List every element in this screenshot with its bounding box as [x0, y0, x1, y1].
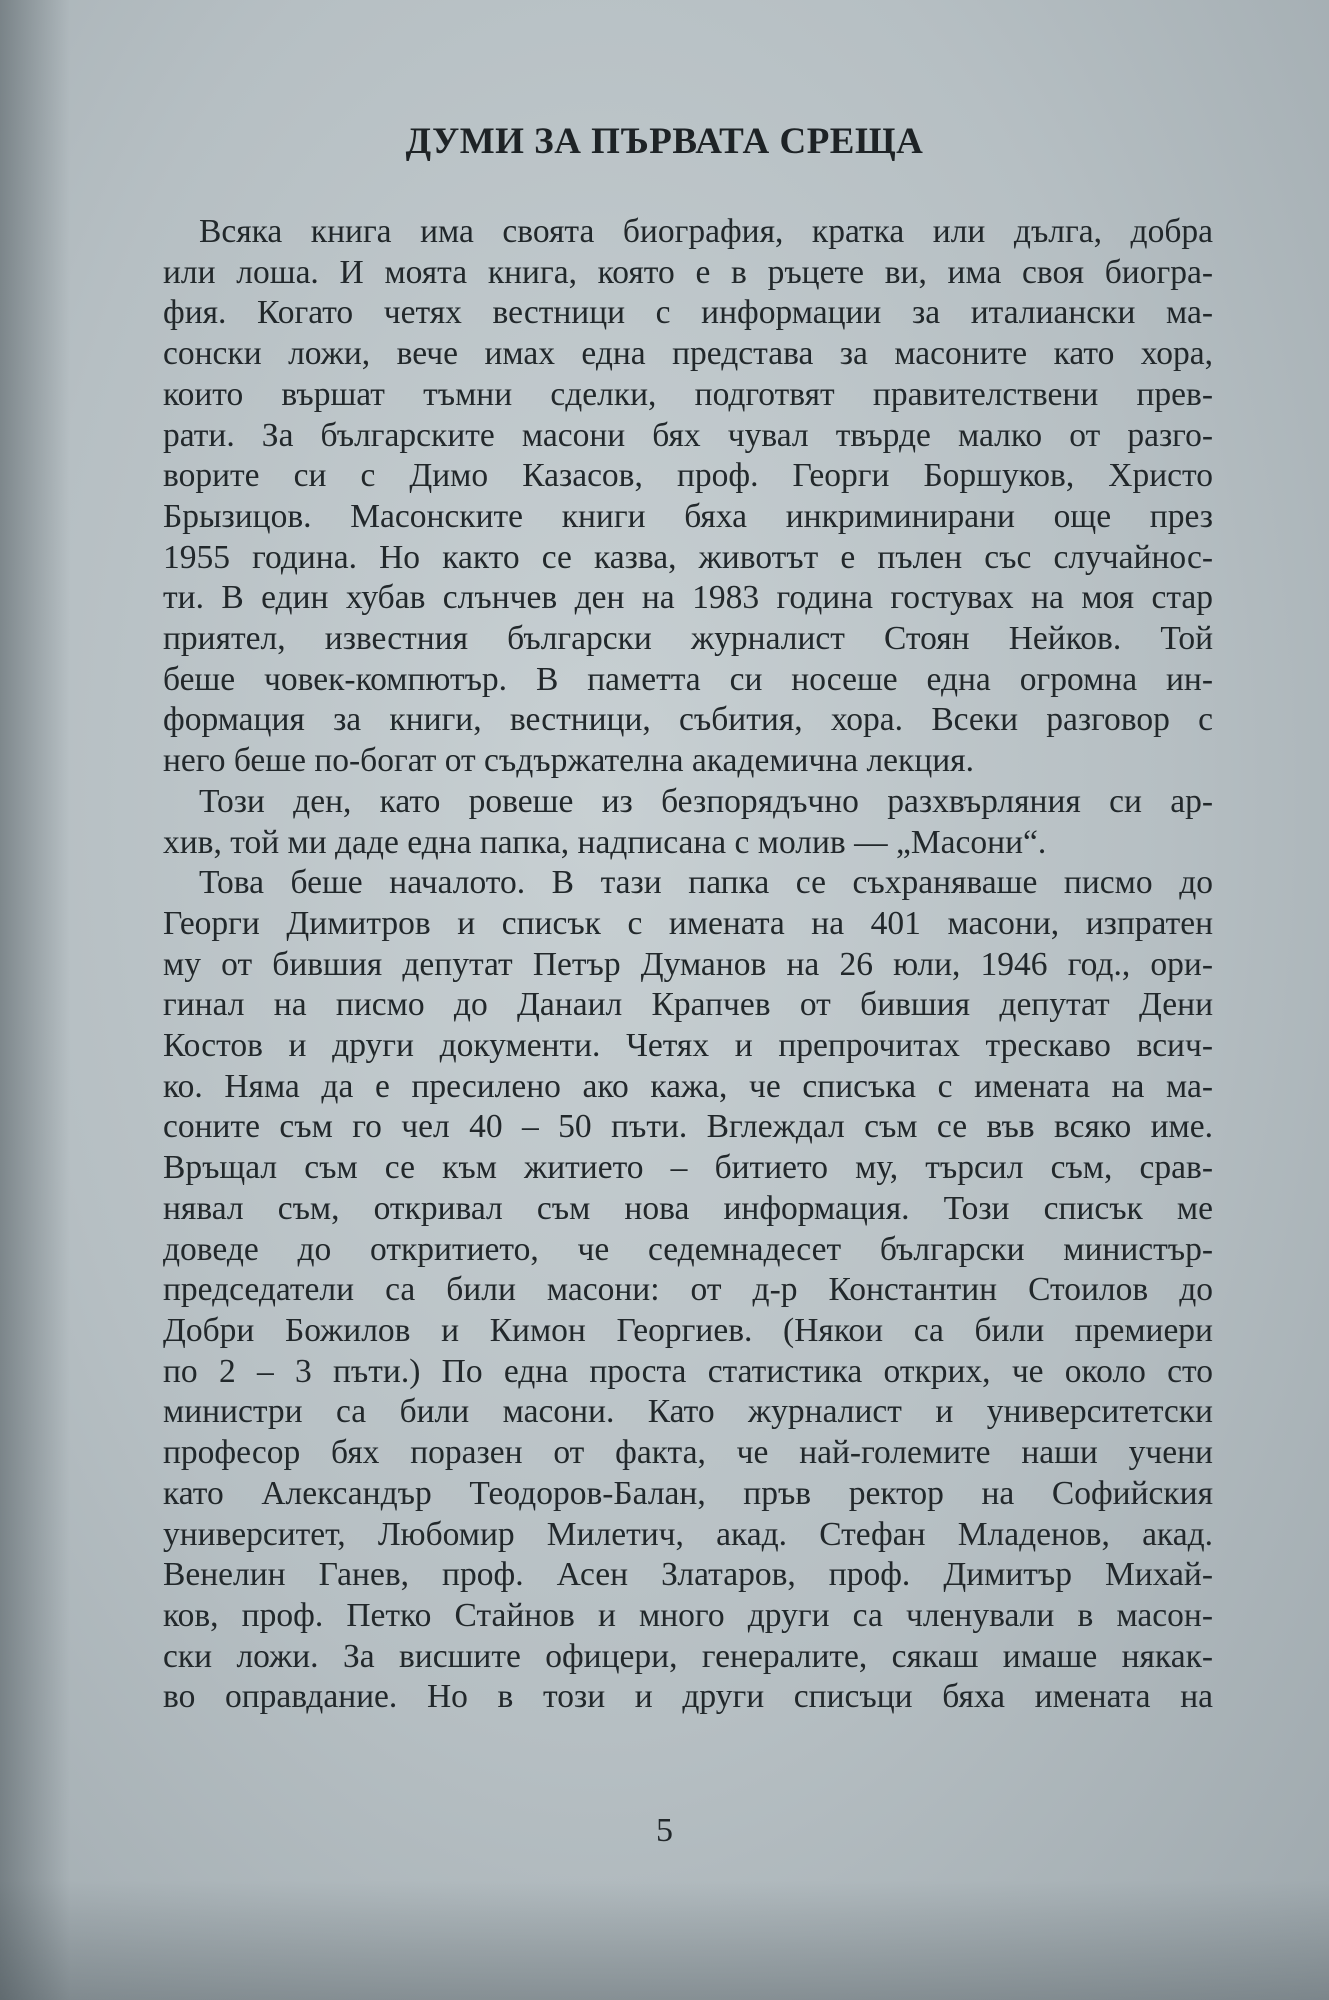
text-line: нявал съм, откривал съм нова информация. Този списък ме [163, 1189, 1213, 1227]
page-shadow [0, 0, 70, 2000]
body-text [163, 212, 1213, 1718]
text-line: него беше по-богат от съдържателна академична лекция. [163, 742, 974, 780]
text-line: Всяка книга има своята биография, кратка или дълга, добра [199, 213, 1213, 250]
paragraph [163, 863, 1213, 1718]
text-line: соните съм го чел 40 – 50 пъти. Вглеждал съм се във всяко име. [163, 1108, 1213, 1146]
text-line: Връщал съм се към житието – битието му, търсил съм, срав- [163, 1149, 1213, 1187]
text-line: Това беше началото. В тази папка се съхраняваше писмо до [199, 864, 1213, 902]
text-line: беше човек-компютър. В паметта си носеше една огромна ин- [163, 660, 1213, 698]
text-line: во оправдание. Но в този и други списъци бяха имената на [163, 1678, 1213, 1716]
text-line: Георги Димитров и списък с имената на 401 масони, изпратен [163, 904, 1213, 942]
text-line: като Александър Теодоров-Балан, пръв ректор на Софийския [163, 1474, 1213, 1512]
text-line: гинал на писмо до Данаил Крапчев от бившия депутат Дени [163, 986, 1213, 1024]
text-line: доведе до откритието, че седемнадесет български министър- [163, 1230, 1213, 1268]
text-line: ти. В един хубав слънчев ден на 1983 година гостувах на моя стар [163, 579, 1213, 617]
page-number: 5 [656, 1812, 673, 1849]
text-line: които вършат тъмни сделки, подготвят правителствени прев- [163, 375, 1213, 413]
text-line: Брызицов. Масонските книги бяха инкриминирани още през [163, 497, 1213, 535]
text-line: фия. Когато четях вестници с информации за италиански ма- [163, 294, 1213, 332]
text-line: хив, той ми даде една папка, надписана с молив — „Масони“. [163, 823, 1047, 861]
text-line: председатели са били масони: от д-р Константин Стоилов до [163, 1271, 1213, 1309]
text-line: сонски ложи, вече имах една представа за масоните като хора, [163, 335, 1213, 373]
text-line: 1955 година. Но както се казва, животът е пълен със случайнос- [163, 538, 1213, 576]
text-line: по 2 – 3 пъти.) По една проста статистика открих, че около сто [163, 1352, 1213, 1390]
paragraph [163, 782, 1213, 863]
text-line: му от бившия депутат Петър Думанов на 26 юли, 1946 год., ори- [163, 945, 1213, 983]
chapter-title: ДУМИ ЗА ПЪРВАТА СРЕЩА [405, 121, 924, 162]
page-shadow-bottom [0, 1880, 1329, 2000]
text-line: Този ден, като ровеше из безпорядъчно разхвърляния си ар- [199, 782, 1213, 820]
paragraph [163, 212, 1213, 782]
text-line: Добри Божилов и Кимон Георгиев. (Някои са били премиери [163, 1311, 1213, 1349]
text-line: ворите си с Димо Казасов, проф. Георги Боршуков, Христо [163, 457, 1213, 495]
text-line: приятел, известния български журналист Стоян Нейков. Той [163, 620, 1213, 658]
text-line: професор бях поразен от факта, че най-големите наши учени [163, 1434, 1213, 1472]
text-line: университет, Любомир Милетич, акад. Стефан Младенов, акад. [163, 1515, 1213, 1553]
text-line: формация за книги, вестници, събития, хора. Всеки разговор с [163, 701, 1213, 739]
text-line: министри са били масони. Като журналист и университетски [163, 1393, 1213, 1431]
text-line: ков, проф. Петко Стайнов и много други са членували в масон- [163, 1596, 1213, 1634]
text-line: ски ложи. За висшите офицери, генералите, сякаш имаше някак- [163, 1637, 1213, 1675]
text-line: рати. За българските масони бях чувал твърде малко от разго- [163, 416, 1213, 454]
text-line: ко. Няма да е пресилено ако кажа, че списъка с имената на ма- [163, 1067, 1213, 1105]
text-line: Венелин Ганев, проф. Асен Златаров, проф. Димитър Михай- [163, 1556, 1213, 1594]
text-line: или лоша. И моята книга, която е в ръцете ви, има своя биогра- [163, 253, 1213, 291]
text-line: Костов и други документи. Четях и препрочитах трескаво всич- [163, 1027, 1213, 1065]
